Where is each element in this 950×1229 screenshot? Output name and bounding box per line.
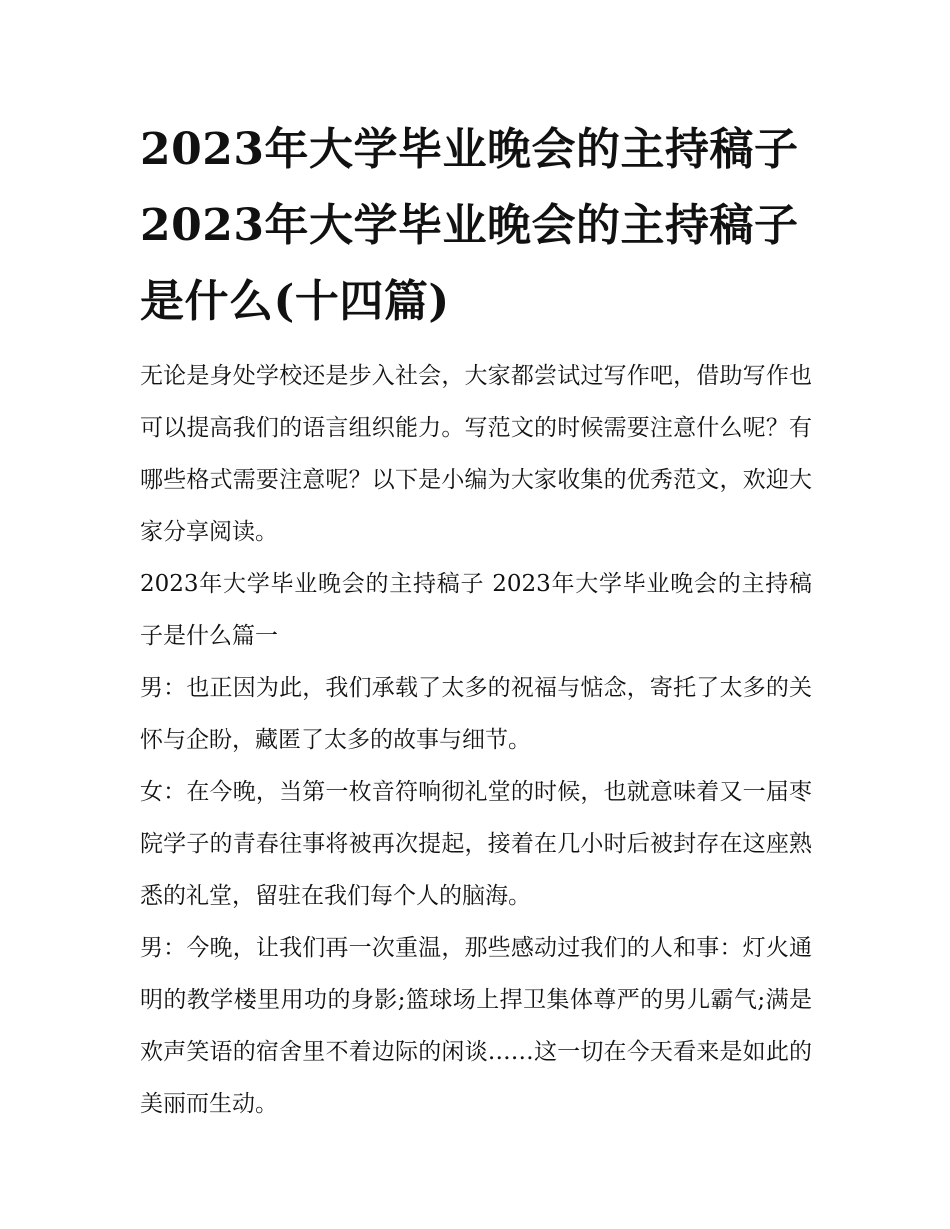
- paragraph-intro: 无论是身处学校还是步入社会，大家都尝试过写作吧，借助写作也可以提高我们的语言组织能力。写范文的时候需要注意什么呢？有哪些格式需要注意呢？以下是小编为大家收集的优秀范文，欢迎大家分享阅读。: [140, 363, 812, 545]
- document-page: [140, 112, 812, 1130]
- paragraph-male-1: 男：也正因为此，我们承载了太多的祝福与惦念，寄托了太多的关怀与企盼，藏匿了太多的故事与细节。: [140, 675, 812, 753]
- paragraph-male-2: 男：今晚，让我们再一次重温，那些感动过我们的人和事：灯火通明的教学楼里用功的身影;篮球场上捍卫集体尊严的男儿霸气;满是欢声笑语的宿舍里不着边际的闲谈……这一切在今天看来是如此的美丽而生动。: [140, 935, 812, 1117]
- document-title: 2023年大学毕业晚会的主持稿子 2023年大学毕业晚会的主持稿子是什么(十四篇): [140, 124, 799, 327]
- paragraph-female-1: 女：在今晚，当第一枚音符响彻礼堂的时候，也就意味着又一届枣院学子的青春往事将被再次提起，接着在几小时后被封存在这座熟悉的礼堂，留驻在我们每个人的脑海。: [140, 779, 812, 909]
- document-body: [140, 350, 812, 1130]
- section-heading: 2023年大学毕业晚会的主持稿子 2023年大学毕业晚会的主持稿子是什么篇一: [140, 571, 812, 649]
